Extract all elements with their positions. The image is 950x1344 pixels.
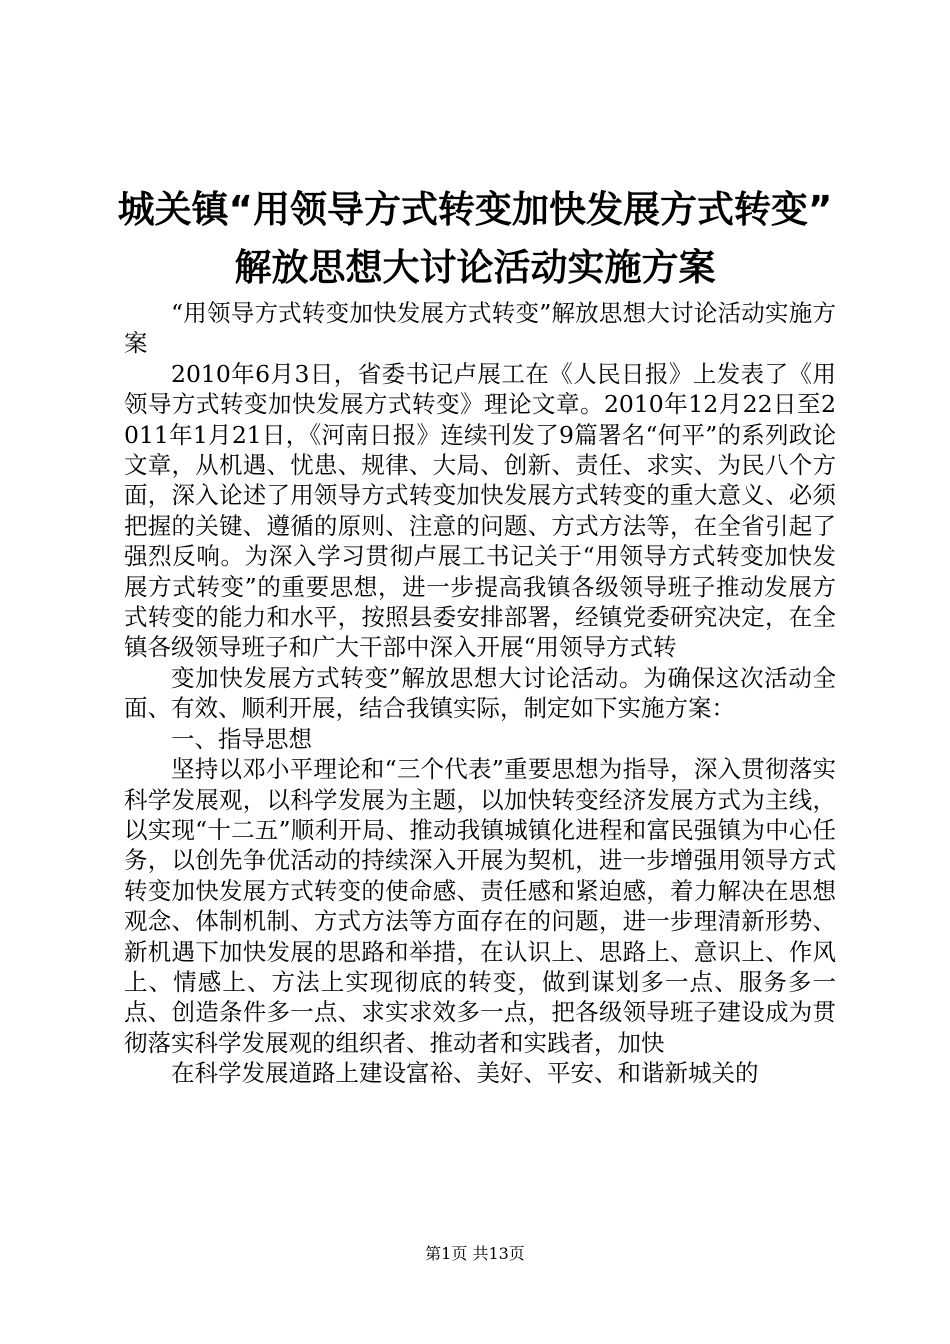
document-body [124, 298, 836, 1089]
document-title-line-1: 城关镇“用领导方式转变加快发展方式转变” [117, 188, 833, 231]
page-number-footer: 第1页 共13页 [425, 1244, 525, 1263]
subtitle-paragraph: “用领导方式转变加快发展方式转变”解放思想大讨论活动实施方案 [124, 299, 836, 358]
guiding-ideology-paragraph: 坚持以邓小平理论和“三个代表”重要思想为指导，深入贯彻落实科学发展观，以科学发展为主题，以加快转变经济发展方式为主线，以实现“十二五”顺利开局、推动我镇城镇化进程和富民强镇为中心任务，以创先争优活动的持续深入开展为契机，进一步增强用领导方式转变加快发展方式转变的使命感、责任感和紧迫感，着力解决在思想观念、体制机制、方式方法等方面存在的问题，进一步理清新形势、新机遇下加快发展的思路和举措，在认识上、思路上、意识上、作风上、情感上、方法上实现彻底的转变，做到谋划多一点、服务多一点、创造条件多一点、求实求效多一点，把各级领导班子建设成为贯彻落实科学发展观的组织者、推动者和实践者，加快 [124, 755, 836, 1057]
document-title-line-2: 解放思想大讨论活动实施方案 [234, 246, 716, 289]
intro-continuation-paragraph: 变加快发展方式转变”解放思想大讨论活动。为确保这次活动全面、有效、顺利开展，结合我镇实际，制定如下实施方案： [124, 663, 836, 723]
intro-paragraph: 2010年6月3日，省委书记卢展工在《人民日报》上发表了《用领导方式转变加快发展方式转变》理论文章。2010年12月22日至2011年1月21日，《河南日报》连续刊发了9篇署名“何平”的系列政论文章，从机遇、忧患、规律、大局、创新、责任、求实、为民八个方面，深入论述了用领导方式转变加快发展方式转变的重大意义、必须把握的关键、遵循的原则、注意的问题、方式方法等，在全省引起了强烈反响。为深入学习贯彻卢展工书记关于“用领导方式转变加快发展方式转变”的重要思想，进一步提高我镇各级领导班子推动发展方式转变的能力和水平，按照县委安排部署，经镇党委研究决定，在全镇各级领导班子和广大干部中深入开展“用领导方式转 [124, 359, 836, 662]
section-heading-guiding-ideology: 一、指导思想 [171, 724, 312, 753]
guiding-ideology-continuation: 在科学发展道路上建设富裕、美好、平安、和谐新城关的 [171, 1059, 759, 1088]
